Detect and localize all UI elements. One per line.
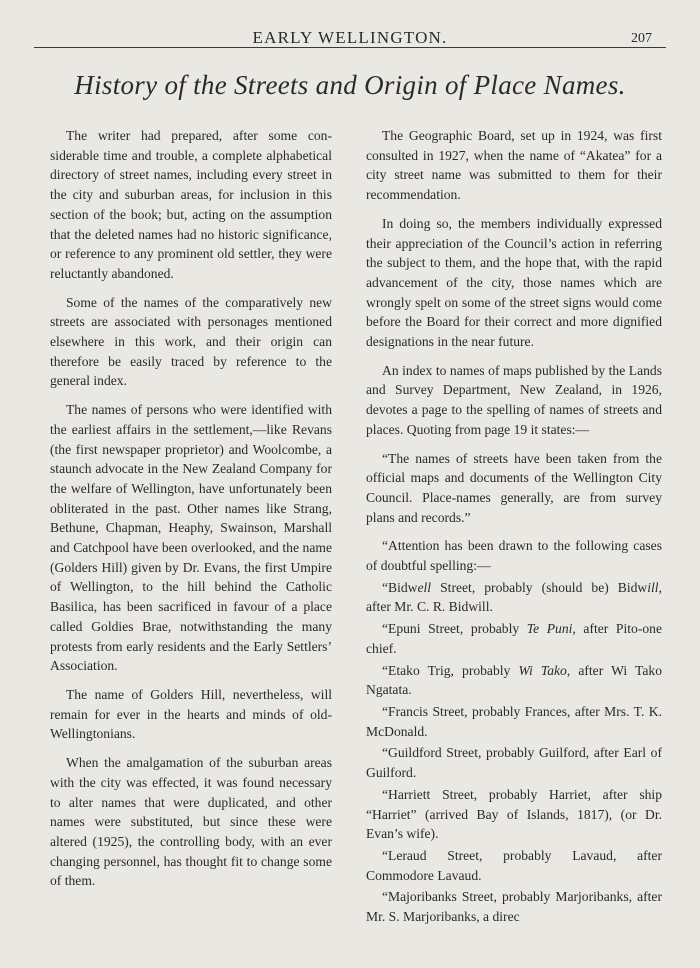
paragraph: “Attention has been drawn to the following cases of doubtful spelling:—	[366, 538, 662, 574]
paragraph: In doing so, the members individually expressed their appreciation of the Council’s action in referring the subject to them, and the hope that, with the rapid advancement of the city, those names which are wrongly spelt on some of the street signs would come before the Board for their correct and more dignified designations in the near future.	[366, 215, 662, 350]
entry-text: “Etako Trig, probably	[382, 662, 519, 678]
entry-text: Street, probably (should be) Bidw	[431, 579, 648, 595]
spelling-entry-epuni	[366, 619, 662, 658]
running-head	[34, 29, 666, 47]
entry-text: , after Pito-one chief.	[366, 621, 662, 656]
header-rule	[34, 47, 666, 48]
paragraph: Some of the names of the comparatively new streets are associated with personages mentioned elsewhere in this work, and their origin can therefore be easily traced by reference to the general index.	[50, 294, 332, 389]
entry-italic: ill	[647, 579, 659, 595]
article-title: History of the Streets and Origin of Place Names.	[74, 70, 626, 100]
paragraph: “The names of streets have been taken from the official maps and documents of the Wellington City Council. Place-names generally, are from survey plans and records.”	[366, 450, 662, 525]
page-number: 207	[631, 31, 652, 46]
entry-text: “Epuni Street, probably	[382, 621, 527, 637]
entry-italic: Wi Tako	[518, 662, 567, 678]
paragraph: The names of persons who were identified with the earliest affairs in the settlement,—like Revans (the first newspaper proprietor) and Woolcombe, a staunch advocate in the New Zealand Company for the welfare of Wellington, have unfortunately been obliterated in the past. Other names like Strang, Bethune, Chapman, Heaphy, Swainson, Marshall and Catchpool have been overlooked, and the name (Golders Hill) given by Dr. Evans, the first Umpire of Wellington, to the hill behind the Catholic Basilica, has been sacrificed in favour of a place called Goldies Brae, notwithstanding the many protests from early residents and the Early Settlers’ Association.	[50, 402, 332, 674]
running-title: EARLY WELLINGTON.	[252, 28, 448, 47]
spelling-entry-bidwell	[366, 578, 662, 617]
paragraph: The writer had prepared, after some considerable time and trouble, a complete alphabetical directory of street names, including every street in the city and suburban areas, for inclusion in this section of the book; but, acting on the assumption that the deleted names had no historic significance, or reference to any prominent old settler, they were reluctantly abandoned.	[50, 128, 332, 281]
entry-text: , after Mr. C. R. Bidwill.	[366, 579, 662, 615]
entry-text: , after Wi Tako Ngatata.	[366, 662, 662, 698]
entry-italic: Te Puni	[526, 621, 573, 637]
paragraph: The name of Golders Hill, nevertheless, will remain for ever in the hearts and minds of old-Wellingtonians.	[50, 686, 332, 742]
spelling-entry-etako	[366, 661, 662, 700]
spelling-entry-francis: “Francis Street, probably Frances, after Mrs. T. K. McDonald.	[366, 703, 662, 739]
paragraph: The Geographic Board, set up in 1924, was first consulted in 1927, when the name of “Akatea” for a city street name was submitted to them for their recommendation.	[366, 128, 662, 203]
paragraph: An index to names of maps published by the Lands and Survey Department, New Zealand, in 1926, devotes a page to the spelling of names of streets and places. Quoting from page 19 it states:—	[366, 362, 662, 437]
spelling-entry-leraud: “Leraud Street, probably Lavaud, after Commodore Lavaud.	[366, 847, 662, 883]
spelling-entry-harriett: “Harriett Street, probably Harriet, after ship “Harriet” (arrived Bay of Islands, 1817), (or Dr. Evan’s wife).	[366, 786, 662, 842]
right-column	[366, 126, 662, 929]
spelling-entry-majoribanks: “Majoribanks Street, probably Marjoribanks, after Mr. S. Marjoribanks, a direc	[366, 889, 662, 925]
left-column	[50, 126, 332, 900]
entry-text: “Bidw	[382, 579, 418, 595]
paragraph: When the amalgamation of the suburban areas with the city was effected, it was found necessary to alter names that were duplicated, and other names were substituted, but since these were altered (1925), the controlling body, with an ever changing personnel, has thought fit to change some of them.	[50, 755, 332, 889]
spelling-entry-guildford: “Guildford Street, probably Guilford, after Earl of Guilford.	[366, 745, 662, 781]
entry-italic: ell	[417, 579, 432, 595]
